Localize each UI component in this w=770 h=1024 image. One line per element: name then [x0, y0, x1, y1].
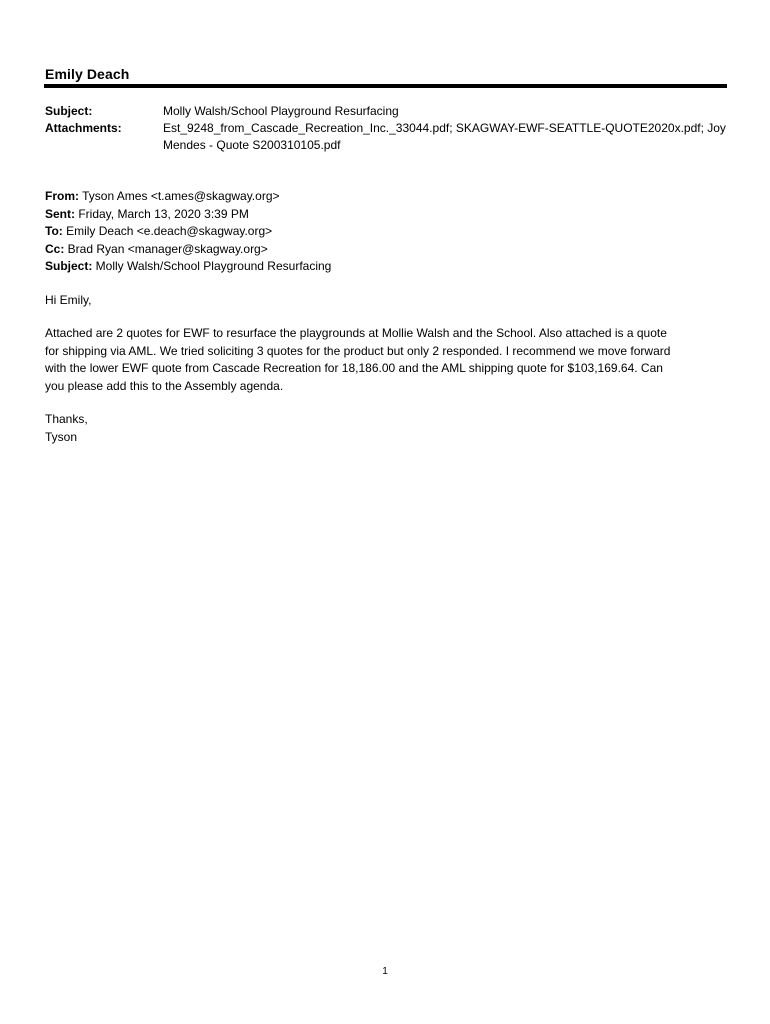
email-subject-label: Subject: [45, 259, 93, 273]
to-label: To: [45, 224, 63, 238]
header-rule [44, 84, 727, 88]
from-line [45, 188, 735, 206]
message-metadata [45, 103, 725, 154]
sent-label: Sent: [45, 206, 75, 221]
metadata-attachments-row [45, 120, 725, 154]
sent-line [45, 206, 735, 224]
body-line: you please add this to the Assembly agenda. [45, 378, 284, 393]
cc-label: Cc: [45, 241, 65, 256]
cc-value: Brad Ryan <manager@skagway.org> [64, 241, 268, 256]
metadata-attachments-label: Attachments: [45, 121, 122, 135]
body-paragraph [45, 325, 735, 395]
signature: Tyson [45, 429, 78, 444]
body-line: Attached are 2 quotes for EWF to resurface the playgrounds at Mollie Walsh and the School. Also attached is a quote [45, 326, 667, 340]
metadata-subject-row [45, 103, 725, 120]
attachments-line: Est_9248_from_Cascade_Recreation_Inc._33044.pdf; SKAGWAY-EWF-SEATTLE-QUOTE2020x.pdf; Joy [163, 121, 726, 135]
metadata-subject-value: Molly Walsh/School Playground Resurfacing [163, 104, 399, 118]
email-subject-line [45, 258, 735, 276]
email-message [45, 188, 735, 446]
email-subject-value: Molly Walsh/School Playground Resurfacing [92, 259, 332, 273]
greeting: Hi Emily, [45, 292, 92, 307]
to-value: Emily Deach <e.deach@skagway.org> [62, 224, 273, 238]
attachments-line: Mendes - Quote S200310105.pdf [163, 138, 341, 152]
body-line: for shipping via AML. We tried soliciting 3 quotes for the product but only 2 responded. I recommend we move forward [45, 343, 671, 358]
document-owner-name: Emily Deach [45, 66, 130, 82]
from-value: Tyson Ames <t.ames@skagway.org> [79, 189, 280, 203]
page-number: 1 [382, 966, 388, 977]
cc-line [45, 241, 735, 259]
metadata-attachments-value [163, 120, 726, 154]
metadata-subject-label: Subject: [45, 104, 93, 118]
from-label: From: [45, 189, 79, 203]
sent-value: Friday, March 13, 2020 3:39 PM [75, 206, 249, 221]
body-line: with the lower EWF quote from Cascade Recreation for 18,186.00 and the AML shipping quote for $103,169.64. Can [45, 361, 663, 375]
closing: Thanks, [45, 412, 88, 426]
email-headers [45, 188, 735, 276]
sign-off [45, 411, 735, 446]
to-line [45, 223, 735, 241]
